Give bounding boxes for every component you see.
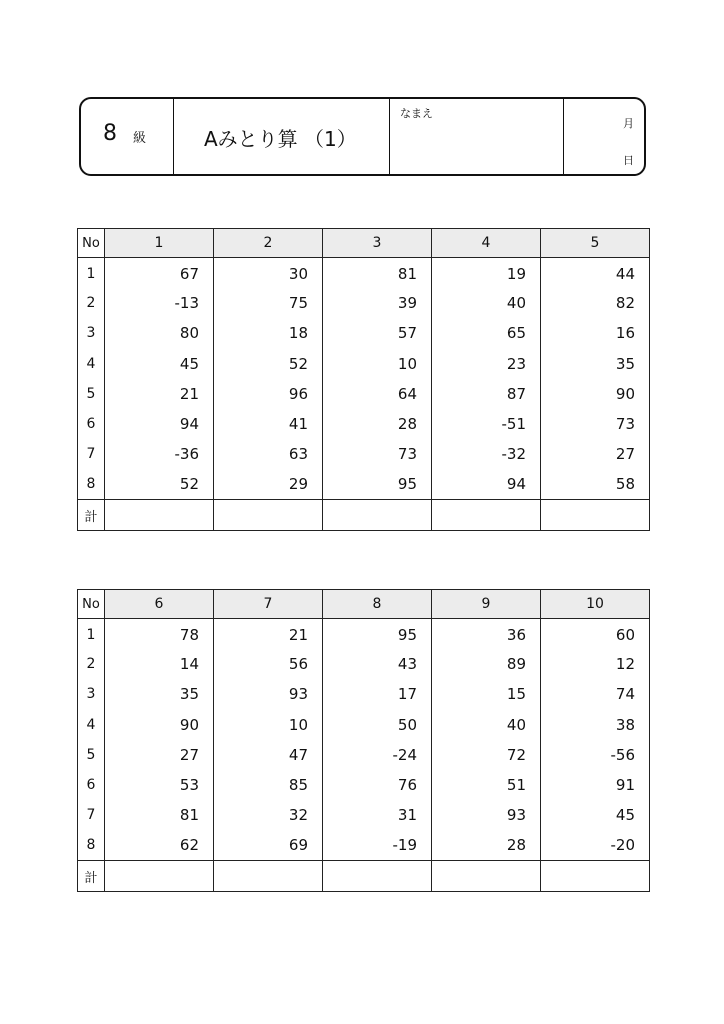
number-cell: 81 [105, 800, 214, 830]
table-header-row [78, 590, 650, 619]
number-cell: 36 [432, 619, 541, 649]
number-cell: 10 [323, 348, 432, 378]
problem-table-2 [77, 589, 650, 892]
problem-column-header: 8 [323, 590, 432, 619]
number-cell: 89 [432, 649, 541, 679]
table-row [78, 740, 650, 770]
answer-field[interactable] [214, 500, 323, 531]
row-number: 1 [78, 258, 105, 288]
number-cell: 78 [105, 619, 214, 649]
number-cell: 39 [323, 288, 432, 318]
grade-cell [81, 99, 174, 174]
number-cell: 85 [214, 770, 323, 800]
number-cell: 62 [105, 831, 214, 861]
answer-field[interactable] [541, 500, 650, 531]
worksheet-header [79, 97, 646, 176]
row-number: 7 [78, 800, 105, 830]
number-cell: 21 [105, 379, 214, 409]
table-row [78, 770, 650, 800]
number-cell: 16 [541, 318, 650, 348]
number-cell: 65 [432, 318, 541, 348]
row-number: 3 [78, 679, 105, 709]
number-cell: 90 [541, 379, 650, 409]
number-cell: 93 [432, 800, 541, 830]
answer-field[interactable] [214, 861, 323, 892]
no-column-header: No [78, 229, 105, 258]
number-cell: 52 [214, 348, 323, 378]
number-cell: 63 [214, 439, 323, 469]
number-cell: 81 [323, 258, 432, 288]
date-field[interactable] [564, 99, 644, 174]
name-label: なまえ [400, 107, 433, 120]
number-cell: -20 [541, 831, 650, 861]
number-cell: 75 [214, 288, 323, 318]
row-number: 4 [78, 709, 105, 739]
number-cell: 35 [105, 679, 214, 709]
number-cell: 14 [105, 649, 214, 679]
row-number: 6 [78, 409, 105, 439]
number-cell: 95 [323, 470, 432, 500]
table-row [78, 470, 650, 500]
number-cell: 23 [432, 348, 541, 378]
number-cell: 72 [432, 740, 541, 770]
problem-column-header: 4 [432, 229, 541, 258]
number-cell: 91 [541, 770, 650, 800]
row-number: 2 [78, 288, 105, 318]
number-cell: 87 [432, 379, 541, 409]
row-number: 5 [78, 740, 105, 770]
sum-row [78, 500, 650, 531]
answer-field[interactable] [541, 861, 650, 892]
table-row [78, 831, 650, 861]
table-row [78, 348, 650, 378]
number-cell: 27 [541, 439, 650, 469]
table-row [78, 288, 650, 318]
answer-field[interactable] [105, 500, 214, 531]
number-cell: -56 [541, 740, 650, 770]
number-cell: 18 [214, 318, 323, 348]
number-cell: 76 [323, 770, 432, 800]
number-cell: 28 [432, 831, 541, 861]
table-row [78, 409, 650, 439]
sum-row [78, 861, 650, 892]
number-cell: 28 [323, 409, 432, 439]
number-cell: 64 [323, 379, 432, 409]
number-cell: 44 [541, 258, 650, 288]
number-cell: 67 [105, 258, 214, 288]
answer-field[interactable] [432, 500, 541, 531]
number-cell: 52 [105, 470, 214, 500]
problem-column-header: 3 [323, 229, 432, 258]
number-cell: 35 [541, 348, 650, 378]
row-number: 5 [78, 379, 105, 409]
problem-column-header: 9 [432, 590, 541, 619]
number-cell: 17 [323, 679, 432, 709]
month-label: 月 [623, 117, 634, 130]
number-cell: -13 [105, 288, 214, 318]
number-cell: 53 [105, 770, 214, 800]
number-cell: 51 [432, 770, 541, 800]
answer-field[interactable] [323, 500, 432, 531]
number-cell: 45 [105, 348, 214, 378]
number-cell: -32 [432, 439, 541, 469]
number-cell: 94 [105, 409, 214, 439]
table-row [78, 318, 650, 348]
number-cell: 21 [214, 619, 323, 649]
number-cell: 69 [214, 831, 323, 861]
number-cell: 38 [541, 709, 650, 739]
name-field[interactable] [390, 99, 564, 174]
number-cell: -51 [432, 409, 541, 439]
number-cell: -24 [323, 740, 432, 770]
number-cell: 56 [214, 649, 323, 679]
table-row [78, 619, 650, 649]
problem-column-header: 2 [214, 229, 323, 258]
number-cell: 43 [323, 649, 432, 679]
number-cell: 12 [541, 649, 650, 679]
number-cell: 95 [323, 619, 432, 649]
number-cell: 80 [105, 318, 214, 348]
worksheet-title: Aみとり算 （1） [204, 127, 357, 151]
sum-label: 計 [78, 500, 105, 531]
problem-column-header: 7 [214, 590, 323, 619]
number-cell: 45 [541, 800, 650, 830]
table-row [78, 649, 650, 679]
no-column-header: No [78, 590, 105, 619]
number-cell: 27 [105, 740, 214, 770]
problem-column-header: 6 [105, 590, 214, 619]
row-number: 1 [78, 619, 105, 649]
number-cell: 15 [432, 679, 541, 709]
number-cell: 40 [432, 709, 541, 739]
number-cell: 10 [214, 709, 323, 739]
number-cell: 74 [541, 679, 650, 709]
number-cell: 93 [214, 679, 323, 709]
row-number: 8 [78, 470, 105, 500]
number-cell: 40 [432, 288, 541, 318]
row-number: 3 [78, 318, 105, 348]
number-cell: 47 [214, 740, 323, 770]
row-number: 2 [78, 649, 105, 679]
row-number: 4 [78, 348, 105, 378]
problem-column-header: 5 [541, 229, 650, 258]
number-cell: 31 [323, 800, 432, 830]
row-number: 7 [78, 439, 105, 469]
number-cell: -19 [323, 831, 432, 861]
table-row [78, 800, 650, 830]
number-cell: 90 [105, 709, 214, 739]
problem-column-header: 1 [105, 229, 214, 258]
table-header-row [78, 229, 650, 258]
answer-field[interactable] [105, 861, 214, 892]
table-row [78, 679, 650, 709]
number-cell: -36 [105, 439, 214, 469]
number-cell: 41 [214, 409, 323, 439]
number-cell: 60 [541, 619, 650, 649]
table-row [78, 439, 650, 469]
title-cell [174, 99, 390, 174]
number-cell: 73 [323, 439, 432, 469]
number-cell: 73 [541, 409, 650, 439]
table-row [78, 379, 650, 409]
grade-number: 8 [103, 121, 117, 146]
day-label: 日 [623, 154, 634, 167]
row-number: 6 [78, 770, 105, 800]
number-cell: 19 [432, 258, 541, 288]
number-cell: 57 [323, 318, 432, 348]
number-cell: 32 [214, 800, 323, 830]
problem-column-header: 10 [541, 590, 650, 619]
sum-label: 計 [78, 861, 105, 892]
grade-unit: 級 [133, 131, 147, 146]
number-cell: 50 [323, 709, 432, 739]
answer-field[interactable] [432, 861, 541, 892]
row-number: 8 [78, 831, 105, 861]
number-cell: 30 [214, 258, 323, 288]
number-cell: 29 [214, 470, 323, 500]
table-row [78, 709, 650, 739]
number-cell: 58 [541, 470, 650, 500]
answer-field[interactable] [323, 861, 432, 892]
number-cell: 82 [541, 288, 650, 318]
number-cell: 96 [214, 379, 323, 409]
table-row [78, 258, 650, 288]
number-cell: 94 [432, 470, 541, 500]
problem-table-1 [77, 228, 650, 531]
